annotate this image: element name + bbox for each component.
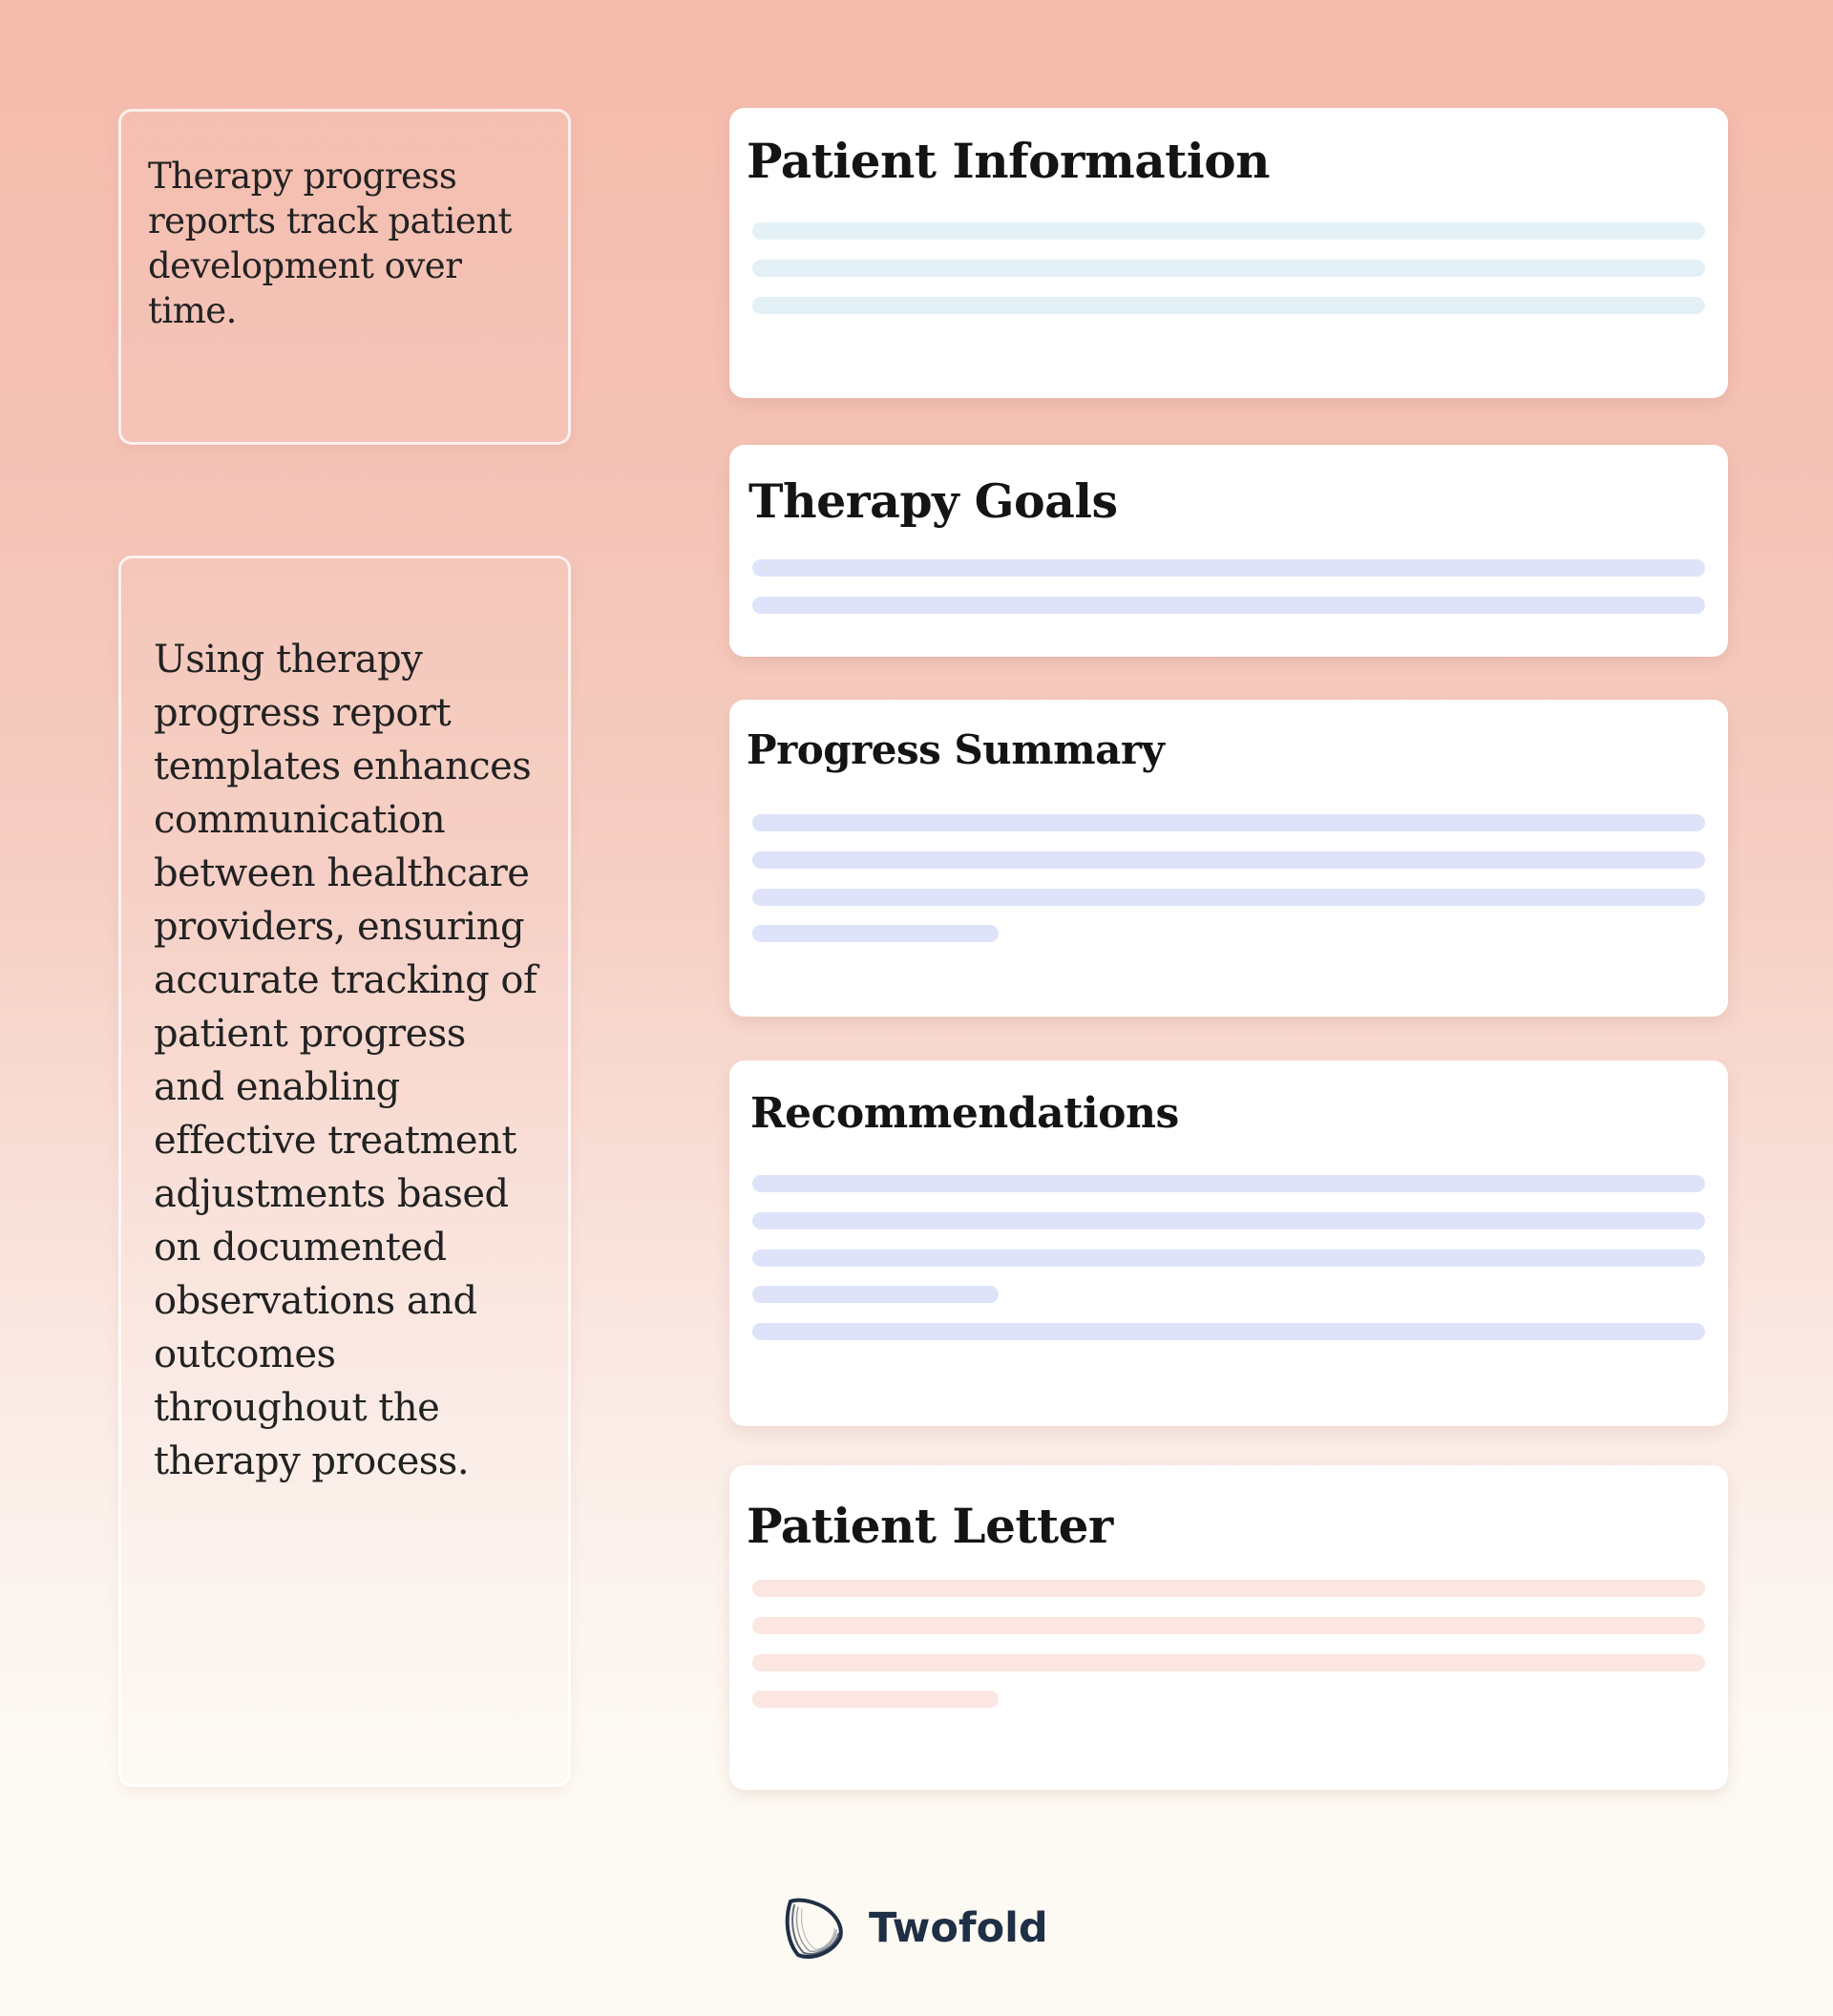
brand-logo: [777, 1892, 1048, 1964]
placeholder-line: [752, 851, 1705, 869]
placeholder-line: [752, 1175, 1705, 1192]
section-card-recommendations: [729, 1060, 1728, 1426]
section-card-patient-information: [729, 108, 1728, 398]
section-title-progress-summary: Progress Summary: [747, 726, 1165, 773]
section-title-patient-information: Patient Information: [747, 133, 1270, 189]
placeholder-line: [752, 222, 1705, 240]
placeholder-line: [752, 1654, 1705, 1671]
section-card-therapy-goals: [729, 445, 1728, 657]
section-card-patient-letter: [729, 1465, 1728, 1790]
section-title-therapy-goals: Therapy Goals: [748, 473, 1118, 529]
twofold-logo-icon: [777, 1892, 850, 1964]
placeholder-line: [752, 1250, 1705, 1267]
info-note-long: [118, 556, 571, 1787]
placeholder-line: [752, 559, 1705, 577]
info-note-short: [118, 109, 571, 445]
section-card-progress-summary: [729, 700, 1728, 1017]
placeholder-line: [752, 814, 1705, 831]
placeholder-line: [752, 1286, 999, 1303]
placeholder-line: [752, 889, 1705, 906]
brand-name: Twofold: [869, 1904, 1048, 1952]
placeholder-line: [752, 1617, 1705, 1634]
section-title-recommendations: Recommendations: [750, 1089, 1179, 1138]
info-note-short-text: Therapy progress reports track patient development over time.: [148, 156, 512, 331]
section-title-patient-letter: Patient Letter: [747, 1498, 1113, 1554]
placeholder-line: [752, 597, 1705, 614]
placeholder-line: [752, 1690, 999, 1708]
placeholder-line: [752, 1323, 1705, 1340]
placeholder-line: [752, 1580, 1705, 1597]
placeholder-line: [752, 297, 1705, 314]
placeholder-line: [752, 1212, 1705, 1229]
placeholder-line: [752, 925, 999, 942]
placeholder-line: [752, 260, 1705, 277]
info-note-long-text: Using therapy progress report templates enhances communication between healthcare providers, ensuring accurate tracking of patient progress and enabling effective treatment adjustments based on documented observations and outcomes throughout the therapy process.: [154, 638, 537, 1483]
